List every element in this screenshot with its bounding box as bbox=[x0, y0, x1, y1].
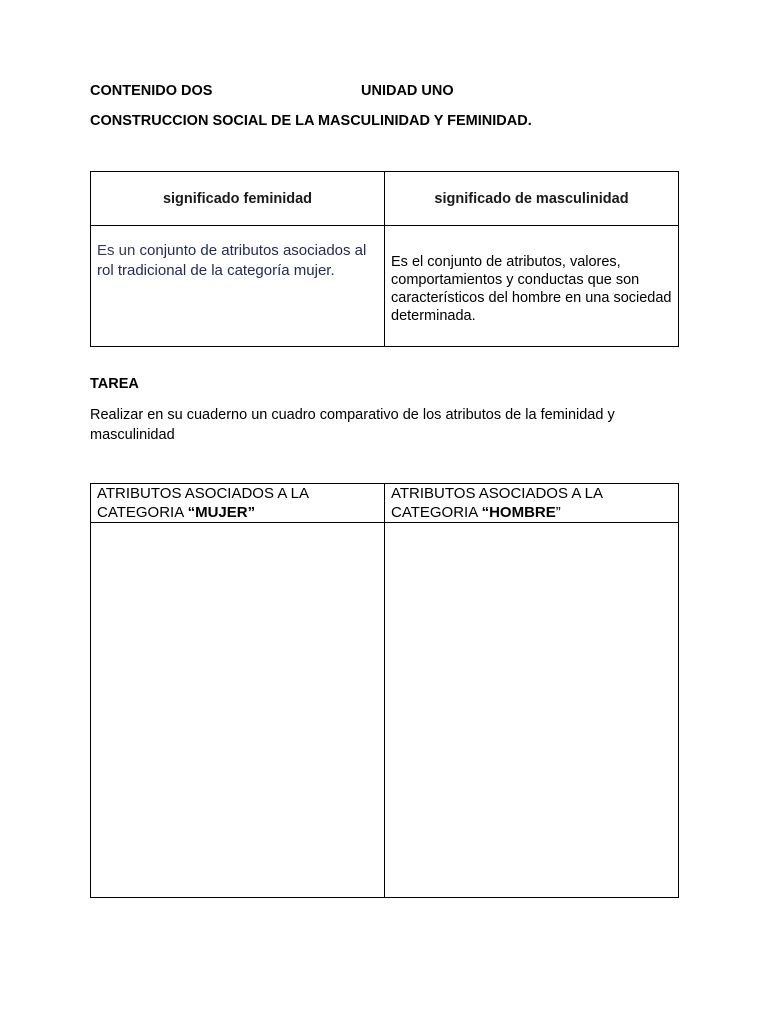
header-mujer-bold: “MUJER” bbox=[187, 504, 256, 521]
unit-label: UNIDAD UNO bbox=[361, 83, 454, 99]
header-hombre-prefix: ATRIBUTOS ASOCIADOS A LA CATEGORIA bbox=[391, 485, 603, 521]
attributes-body-row bbox=[91, 523, 679, 898]
feminity-definition-cell bbox=[91, 226, 385, 347]
header-line bbox=[90, 82, 454, 100]
attributes-table bbox=[90, 483, 679, 898]
header-hombre-bold: “HOMBRE bbox=[481, 504, 556, 521]
meanings-body-row bbox=[91, 226, 679, 347]
header-masculinity: significado de masculinidad bbox=[385, 172, 679, 226]
header-mujer-prefix: ATRIBUTOS ASOCIADOS A LA CATEGORIA bbox=[97, 485, 309, 521]
document-title: CONSTRUCCION SOCIAL DE LA MASCULINIDAD Y FEMINIDAD. bbox=[90, 113, 532, 129]
mujer-attributes-cell bbox=[91, 523, 385, 898]
header-hombre-suffix: ” bbox=[555, 504, 561, 521]
hombre-attributes-cell bbox=[385, 523, 679, 898]
task-heading: TAREA bbox=[90, 376, 139, 392]
header-feminity: significado feminidad bbox=[91, 172, 385, 226]
meanings-header-row bbox=[91, 172, 679, 226]
task-instruction: Realizar en su cuaderno un cuadro comparativo de los atributos de la feminidad y masculinidad bbox=[90, 407, 615, 443]
meanings-table bbox=[90, 171, 679, 347]
content-label: CONTENIDO DOS bbox=[90, 83, 213, 99]
attributes-header-row bbox=[91, 484, 679, 523]
feminity-definition-lead: Es un bbox=[97, 242, 136, 259]
header-hombre-attributes bbox=[385, 484, 679, 523]
masculinity-definition-cell: Es el conjunto de atributos, valores, comportamientos y conductas que son característicos del hombre en una sociedad determinada. bbox=[385, 226, 679, 347]
feminity-definition-text: conjunto de atributos asociados al rol tradicional de la categoría mujer. bbox=[97, 242, 367, 279]
header-mujer-attributes bbox=[91, 484, 385, 523]
